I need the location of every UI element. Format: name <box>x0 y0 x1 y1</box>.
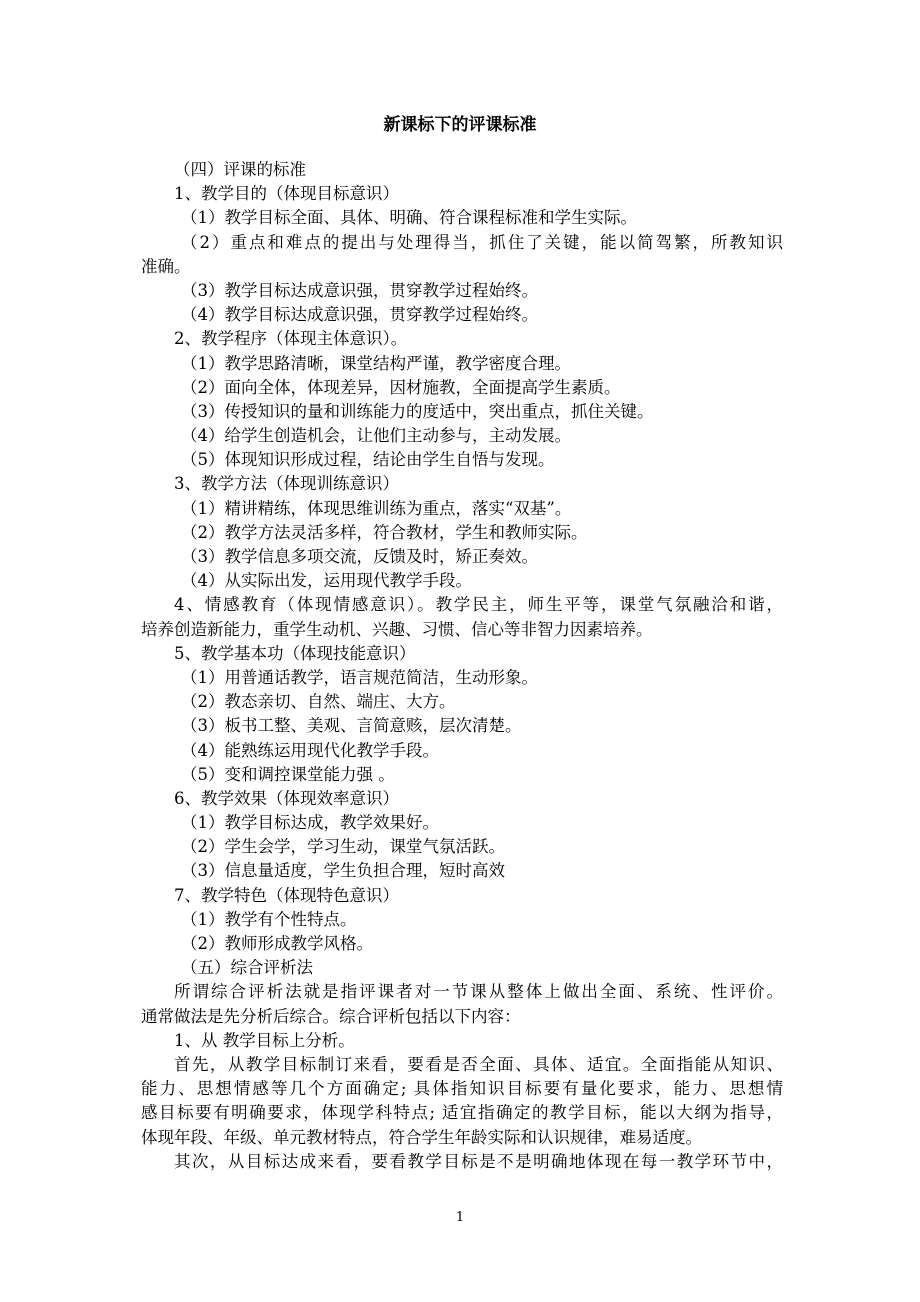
paragraph-line: 首先，从教学目标制订来看，要看是否全面、具体、适宜。全面指能从知识、 <box>174 1054 783 1074</box>
criterion-item: （5）体现知识形成过程，结论由学生自悟与发现。 <box>181 450 555 470</box>
criterion-item: （4）能熟练运用现代化教学手段。 <box>181 740 439 760</box>
criterion-item: （1）教学有个性特点。 <box>181 909 357 929</box>
criterion-item: （3）信息量适度，学生负担合理，短时高效 <box>181 861 505 881</box>
paragraph-continuation: 培养创造新能力，重学生动机、兴趣、习惯、信心等非智力因素培养。 <box>141 619 653 639</box>
criterion-item: （3）教学信息多项交流，反馈及时，矫正奏效。 <box>181 547 538 566</box>
criterion-item: （3）传授知识的量和训练能力的度适中，突出重点，抓住关键。 <box>181 401 654 421</box>
paragraph-continuation: 感目标要有明确要求，体现学科特点; 适宜指确定的教学目标，能以大纲为指导， <box>141 1103 783 1123</box>
section-heading: （五）综合评析法 <box>181 958 313 978</box>
criterion-heading: 3、教学方法（体现训练意识） <box>174 474 399 494</box>
paragraph-continuation: 体现年段、年级、单元教材特点，符合学生年龄实际和认识规律，难易适度。 <box>141 1127 702 1147</box>
criterion-item: （2）教学方法灵活多样，符合教材，学生和教师实际。 <box>181 522 588 542</box>
criterion-item-continuation: 准确。 <box>141 256 191 276</box>
criterion-item: （2）教态亲切、自然、端庄、大方。 <box>181 692 456 712</box>
criterion-heading: 6、教学效果（体现效率意识） <box>174 788 399 808</box>
criterion-heading: 7、教学特色（体现特色意识） <box>174 885 399 905</box>
criterion-item: （2）面向全体，体现差异，因材施教，全面提高学生素质。 <box>181 377 621 397</box>
criterion-item: （4）从实际出发，运用现代教学手段。 <box>181 571 472 591</box>
criterion-heading: 5、教学基本功（体现技能意识） <box>174 643 416 663</box>
criterion-item: （1）教学思路清晰，课堂结构严谨，教学密度合理。 <box>181 353 571 373</box>
paragraph-continuation: 能力、思想情感等几个方面确定; 具体指知识目标要有量化要求，能力、思想情 <box>141 1079 783 1099</box>
criterion-item: （3）板书工整、美观、言简意赅，层次清楚。 <box>181 716 522 736</box>
criterion-item: （2）学生会学，学习生动，课堂气氛活跃。 <box>181 837 505 857</box>
page-number: 1 <box>455 1210 465 1225</box>
criterion-item: （2）重点和难点的提出与处理得当，抓住了关键，能以简驾繁，所教知识 <box>181 232 783 252</box>
criterion-item: （1）教学目标达成，教学效果好。 <box>181 813 439 833</box>
criterion-heading: 1、教学目的（体现目标意识） <box>174 184 399 204</box>
section-heading: （四）评课的标准 <box>174 160 306 179</box>
criterion-heading: 2、教学程序（体现主体意识）。 <box>174 329 408 349</box>
criterion-item: （5）变和调控课堂能力强 。 <box>181 764 395 784</box>
analysis-heading: 1、从 教学目标上分析。 <box>174 1030 355 1050</box>
paragraph-line: 所谓综合评析法就是指评课者对一节课从整体上做出全面、系统、性评价。 <box>174 982 783 1002</box>
paragraph-continuation: 通常做法是先分析后综合。综合评析包括以下内容： <box>141 1006 521 1026</box>
document-title: 新课标下的评课标准 <box>383 115 537 135</box>
document-body <box>141 158 783 1174</box>
criterion-item: （2）教师形成教学风格。 <box>181 934 373 953</box>
criterion-item: （4）教学目标达成意识强，贯穿教学过程始终。 <box>181 305 538 325</box>
criterion-item: （4）给学生创造机会，让他们主动参与，主动发展。 <box>181 426 571 446</box>
criterion-heading: 4、情感教育（体现情感意识）。教学民主，师生平等，课堂气氛融洽和谐， <box>174 595 783 615</box>
criterion-item: （1）教学目标全面、具体、明确、符合课程标准和学生实际。 <box>181 208 637 228</box>
criterion-item: （1）精讲精练，体现思维训练为重点，落实“双基”。 <box>181 498 572 518</box>
criterion-item: （1）用普通话教学，语言规范简洁，生动形象。 <box>181 667 538 687</box>
criterion-item: （3）教学目标达成意识强，贯穿教学过程始终。 <box>181 280 538 300</box>
paragraph-line: 其次，从目标达成来看，要看教学目标是不是明确地体现在每一教学环节中， <box>174 1151 783 1171</box>
